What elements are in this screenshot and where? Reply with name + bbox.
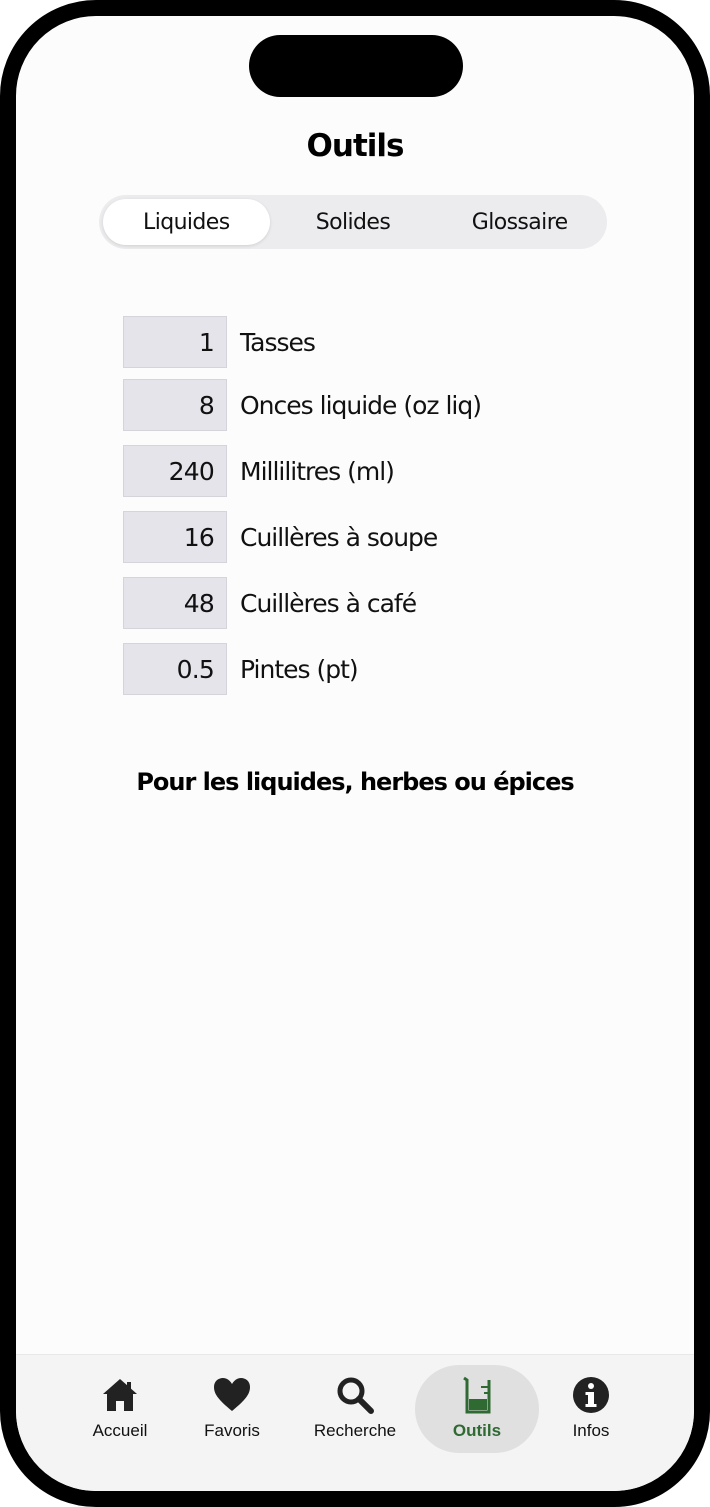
tasses-field[interactable] (123, 316, 227, 368)
millilitres-field[interactable] (123, 445, 227, 497)
cuilleres-soupe-label: Cuillères à soupe (240, 522, 438, 552)
cuilleres-soupe-field[interactable] (123, 511, 227, 563)
tab-bar (16, 1354, 694, 1491)
segment-solides[interactable]: Solides (315, 209, 391, 235)
usage-note: Pour les liquides, herbes ou épices (136, 768, 574, 796)
tab-infos[interactable] (529, 1365, 653, 1453)
dynamic-island (249, 35, 463, 97)
tab-recherche[interactable] (293, 1365, 417, 1453)
millilitres-label: Millilitres (ml) (240, 456, 394, 486)
conversion-row-cuilleres-soupe (123, 511, 437, 563)
tab-outils-label: Outils (452, 1421, 502, 1440)
tab-favoris[interactable] (170, 1365, 294, 1453)
tab-favoris-label: Favoris (204, 1421, 260, 1440)
onces-label: Onces liquide (oz liq) (240, 390, 482, 420)
tab-accueil[interactable] (58, 1365, 182, 1453)
beaker-icon (457, 1375, 497, 1415)
magnifier-icon (335, 1375, 375, 1415)
conversion-row-millilitres (123, 445, 394, 497)
tasses-label: Tasses (240, 327, 315, 357)
tab-infos-label: Infos (572, 1421, 610, 1440)
page-title: Outils (306, 128, 404, 164)
house-icon (100, 1375, 140, 1415)
conversion-row-cuilleres-cafe (123, 577, 416, 629)
onces-field[interactable] (123, 379, 227, 431)
info-icon (571, 1375, 611, 1415)
segment-liquides[interactable]: Liquides (103, 199, 270, 245)
tab-outils[interactable] (415, 1365, 539, 1453)
segmented-control (99, 195, 607, 249)
tab-accueil-label: Accueil (92, 1421, 148, 1440)
conversion-row-pintes (123, 643, 358, 695)
cuilleres-cafe-label: Cuillères à café (240, 588, 417, 618)
pintes-field[interactable] (123, 643, 227, 695)
conversion-row-tasses (123, 316, 315, 368)
tab-recherche-label: Recherche (313, 1421, 397, 1440)
cuilleres-cafe-field[interactable] (123, 577, 227, 629)
heart-icon (212, 1375, 252, 1415)
segment-glossaire[interactable]: Glossaire (471, 209, 568, 235)
conversion-row-onces (123, 379, 481, 431)
pintes-label: Pintes (pt) (240, 654, 358, 684)
